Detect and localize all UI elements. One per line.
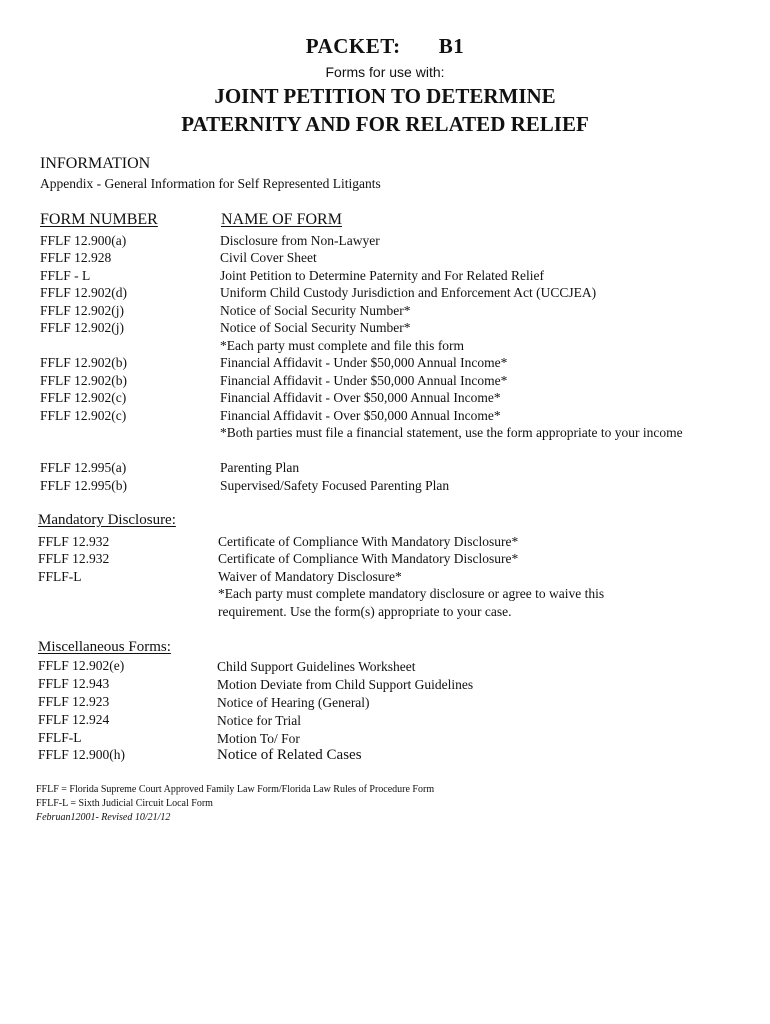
form-code: FFLF 12.902(j) <box>40 303 125 318</box>
form-code: FFLF 12.995(a) <box>40 460 127 475</box>
form-name: Motion To/ For <box>217 731 300 746</box>
form-code: FFLF 12.932 <box>38 534 110 549</box>
appendix-text: Appendix - General Information for Self Represented Litigants <box>40 176 381 191</box>
mandatory-note-line2: requirement. Use the form(s) appropriate to your case. <box>218 604 512 619</box>
form-code: FFLF 12.902(b) <box>40 373 128 388</box>
form-code: FFLF-L <box>38 569 82 584</box>
document-title-line1: JOINT PETITION TO DETERMINE <box>214 84 556 108</box>
form-code: FFLF 12.902(c) <box>40 408 127 423</box>
form-name: Notice for Trial <box>217 713 301 728</box>
form-name: Waiver of Mandatory Disclosure* <box>218 569 402 584</box>
form-number-header: FORM NUMBER <box>40 211 158 228</box>
for-use-with: Forms for use with: <box>325 64 445 80</box>
form-name: Notice of Hearing (General) <box>217 695 370 710</box>
mandatory-note-line1: *Each party must complete mandatory disclosure or agree to waive this <box>218 586 605 601</box>
form-name: Notice of Social Security Number* <box>220 320 411 335</box>
form-code: FFLF 12.902(j) <box>40 320 125 335</box>
form-code: FFLF 12.924 <box>38 712 110 727</box>
form-code: FFLF 12.923 <box>38 694 110 709</box>
name-of-form-header: NAME OF FORM <box>221 211 342 228</box>
financial-note: *Both parties must file a financial statement, use the form appropriate to your income <box>220 425 683 440</box>
form-code: FFLF 12.902(d) <box>40 285 128 300</box>
packet-id: B1 <box>438 34 465 58</box>
form-name: Supervised/Safety Focused Parenting Plan <box>220 478 450 493</box>
form-name: Financial Affidavit - Under $50,000 Annual Income* <box>220 355 508 370</box>
information-heading: INFORMATION <box>40 155 151 172</box>
form-name: Joint Petition to Determine Paternity and For Related Relief <box>220 268 544 283</box>
form-code: FFLF 12.902(b) <box>40 355 128 370</box>
form-name: Uniform Child Custody Jurisdiction and Enforcement Act (UCCJEA) <box>220 285 597 300</box>
form-code: FFLF 12.943 <box>38 676 110 691</box>
form-name: Parenting Plan <box>220 460 300 475</box>
form-code: FFLF 12.928 <box>40 250 112 265</box>
form-code: FFLF - L <box>40 268 91 283</box>
form-name: Motion Deviate from Child Support Guidelines <box>217 677 474 692</box>
miscellaneous-forms-heading: Miscellaneous Forms: <box>38 639 171 655</box>
form-code: FFLF 12.900(a) <box>40 233 127 248</box>
form-code: FFLF-L <box>38 730 82 745</box>
packet-label: PACKET: <box>305 34 401 58</box>
form-code: FFLF 12.995(b) <box>40 478 128 493</box>
form-code: FFLF 12.900(h) <box>38 747 126 762</box>
form-name: Civil Cover Sheet <box>220 250 317 265</box>
form-code: FFLF 12.902(e) <box>38 658 125 673</box>
form-name: Financial Affidavit - Over $50,000 Annual Income* <box>220 408 501 423</box>
form-name: Certificate of Compliance With Mandatory Disclosure* <box>218 534 519 549</box>
form-name: Disclosure from Non-Lawyer <box>220 233 380 248</box>
forms-note: *Each party must complete and file this form <box>220 338 465 353</box>
footer-legend-fflf: FFLF = Florida Supreme Court Approved Family Law Form/Florida Law Rules of Procedure Form <box>36 784 435 795</box>
form-name: Certificate of Compliance With Mandatory Disclosure* <box>218 551 519 566</box>
form-name: Notice of Related Cases <box>217 747 362 763</box>
packet-heading <box>0 34 770 59</box>
form-name: Child Support Guidelines Worksheet <box>217 659 416 674</box>
form-code: FFLF 12.902(c) <box>40 390 127 405</box>
document-title-line2: PATERNITY AND FOR RELATED RELIEF <box>181 112 589 136</box>
form-name: Financial Affidavit - Under $50,000 Annual Income* <box>220 373 508 388</box>
mandatory-disclosure-heading: Mandatory Disclosure: <box>38 512 176 528</box>
form-name: Notice of Social Security Number* <box>220 303 411 318</box>
footer-revision: Februan12001- Revised 10/21/12 <box>36 812 171 823</box>
form-code: FFLF 12.932 <box>38 551 110 566</box>
footer-legend-fflf-l: FFLF-L = Sixth Judicial Circuit Local Form <box>36 798 213 809</box>
form-name: Financial Affidavit - Over $50,000 Annual Income* <box>220 390 501 405</box>
